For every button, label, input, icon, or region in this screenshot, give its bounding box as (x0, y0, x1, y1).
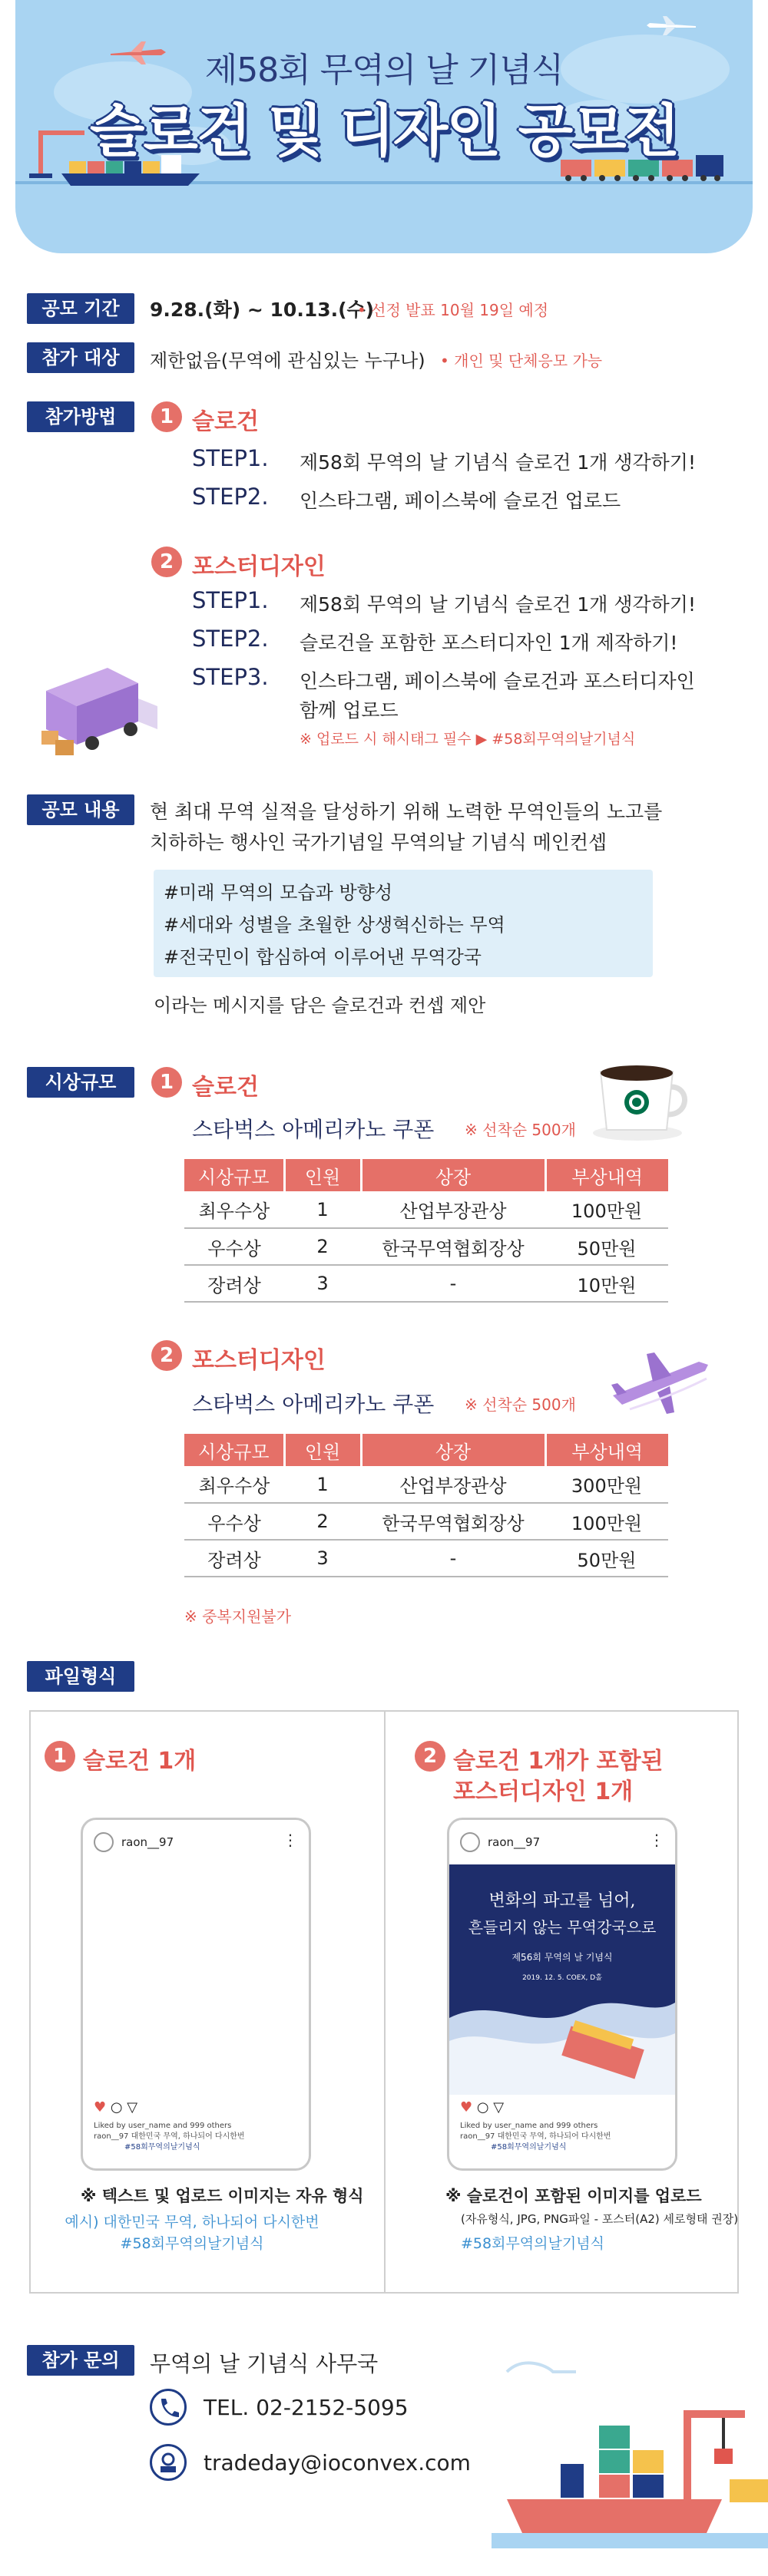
slogan-coupon: 스타벅스 아메리카노 쿠폰 (192, 1113, 434, 1144)
poster-step2: STEP2. (192, 626, 269, 652)
poster-step2-text: 슬로건을 포함한 포스터디자인 1개 제작하기! (300, 632, 678, 654)
column-header: 인원 (284, 1159, 361, 1191)
table-row (184, 1265, 668, 1302)
prize-label: 시상규모 (27, 1067, 134, 1098)
slogan-step1: STEP1. (192, 445, 269, 471)
prize-slogan-title: 슬로건 (192, 1074, 259, 1101)
prize-poster-number-badge: 2 (151, 1340, 182, 1371)
post-caption-text: raon__97 대한민국 무역, 하나되어 다시한번 (94, 2132, 245, 2141)
file-slogan-number-badge: 1 (45, 1741, 75, 1772)
coffee-cup-icon (590, 1059, 690, 1144)
table-row (184, 1503, 668, 1540)
table-cell: 우수상 (184, 1503, 284, 1540)
airplane-illustration (607, 1348, 714, 1417)
prize-slogan-number-badge: 1 (151, 1067, 182, 1098)
table-cell: 2 (284, 1228, 361, 1265)
slogan-number-badge: 1 (151, 401, 182, 432)
hashtag-note: ※ 업로드 시 해시태그 필수 ▶ #58회무역의날기념식 (300, 731, 636, 748)
poster-coupon-note: ※ 선착순 500개 (465, 1395, 576, 1414)
contact-office: 무역의 날 기념식 사무국 (150, 2351, 379, 2376)
poster-slogan-line1: 변화의 파고를 넘어, (488, 1891, 636, 1911)
post-action-icons: ♥ ○ ▽ (94, 2099, 138, 2115)
slogan-coupon-note: ※ 선착순 500개 (465, 1121, 576, 1139)
contact-email[interactable]: tradeday@ioconvex.com (204, 2450, 471, 2475)
table-header-row (184, 1434, 668, 1466)
table-cell: 1 (284, 1466, 361, 1503)
table-cell: 장려상 (184, 1265, 284, 1302)
concept-tag: #전국민이 합심하여 이루어낸 무역강국 (164, 946, 482, 968)
column-header: 시상규모 (184, 1434, 284, 1466)
table-cell: 300만원 (545, 1466, 668, 1503)
table-cell: 최우수상 (184, 1191, 284, 1228)
instagram-poster-mockup (447, 1818, 677, 2171)
poster-slogan-line2: 흔들리지 않는 무역강국으로 (468, 1918, 657, 1937)
period-note: • 선정 발표 10월 19일 예정 (357, 301, 549, 319)
contact-tel[interactable]: TEL. 02-2152-5095 (204, 2395, 409, 2420)
post-hashtag: #58회무역의날기념식 (124, 2143, 200, 2152)
table-cell: 1 (284, 1191, 361, 1228)
target-value: 제한없음(무역에 관심있는 누구나) (150, 350, 425, 372)
content-line2: 치하하는 행사인 국가기념일 무역의날 기념식 메인컨셉 (150, 831, 607, 854)
target-label: 참가 대상 (27, 342, 134, 373)
table-cell: - (361, 1540, 545, 1577)
post-caption (460, 2121, 611, 2153)
column-header: 상장 (361, 1434, 545, 1466)
post-likes: Liked by user_name and 999 others (460, 2122, 598, 2130)
table-row (184, 1228, 668, 1265)
target-note: • 개인 및 단체응모 가능 (440, 352, 603, 370)
poster-prize-table (184, 1434, 668, 1577)
poster-step1: STEP1. (192, 587, 269, 613)
poster-event-date: 2019. 12. 5. COEX, D홀 (522, 1974, 602, 1982)
heart-icon: ♥ (460, 2099, 473, 2115)
left-note-line1: 예시) 대한민국 무역, 하나되어 다시한번 (65, 2214, 319, 2231)
table-cell: 한국무역협회장상 (361, 1503, 545, 1540)
table-row (184, 1540, 668, 1577)
column-header: 시상규모 (184, 1159, 284, 1191)
poster-step3-text: 인스타그램, 페이스북에 슬로건과 포스터디자인 (300, 670, 695, 692)
table-cell: 산업부장관상 (361, 1466, 545, 1503)
file-poster-title-line2: 포스터디자인 1개 (453, 1778, 634, 1805)
content-closing: 이라는 메시지를 담은 슬로건과 컨셉 제안 (154, 995, 486, 1016)
delivery-truck-illustration (38, 660, 161, 760)
file-poster-title-line1: 슬로건 1개가 포함된 (453, 1748, 664, 1775)
table-cell: 3 (284, 1540, 361, 1577)
slogan-step2-text: 인스타그램, 페이스북에 슬로건 업로드 (300, 490, 621, 512)
table-row (184, 1466, 668, 1503)
table-cell: 100만원 (545, 1191, 668, 1228)
duplicate-entry-note: ※ 중복지원불가 (184, 1607, 292, 1626)
column-header: 상장 (361, 1159, 545, 1191)
table-cell: 10만원 (545, 1265, 668, 1302)
poster-number-badge: 2 (151, 547, 182, 577)
airplane-icon (645, 14, 699, 37)
slogan-method-title: 슬로건 (192, 408, 259, 435)
post-likes: Liked by user_name and 999 others (94, 2122, 232, 2130)
file-poster-number-badge: 2 (415, 1741, 445, 1772)
instagram-post-mockup (81, 1818, 311, 2171)
concept-tag: #세대와 성별을 초월한 상생혁신하는 무역 (164, 914, 505, 936)
table-cell: 우수상 (184, 1228, 284, 1265)
table-cell: 한국무역협회장상 (361, 1228, 545, 1265)
post-username: raon__97 (488, 1835, 541, 1849)
port-illustration (492, 2349, 768, 2548)
page-title: 슬로건 및 디자인 공모전 (89, 98, 679, 164)
post-username: raon__97 (121, 1835, 174, 1849)
content-label: 공모 내용 (27, 794, 134, 825)
file-format-divider (384, 1710, 386, 2294)
table-header-row (184, 1159, 668, 1191)
post-caption-text: raon__97 대한민국 무역, 하나되어 다시한번 (460, 2132, 611, 2141)
left-note-line2: #58회무역의날기념식 (120, 2235, 264, 2252)
more-options-icon: ⋮ (649, 1831, 664, 1849)
method-label: 참가방법 (27, 401, 134, 432)
right-note-line1: (자유형식, JPG, PNG파일 - 포스터(A2) 세로형태 권장) (461, 2212, 739, 2226)
post-action-icons: ♥ ○ ▽ (460, 2099, 505, 2115)
poster-event-name: 제56회 무역의 날 기념식 (511, 1952, 613, 1963)
poster-coupon: 스타벅스 아메리카노 쿠폰 (192, 1388, 434, 1418)
table-cell: 3 (284, 1265, 361, 1302)
poster-method-title: 포스터디자인 (192, 553, 326, 580)
table-cell: 산업부장관상 (361, 1191, 545, 1228)
poster-step1-text: 제58회 무역의 날 기념식 슬로건 1개 생각하기! (300, 593, 696, 616)
period-label: 공모 기간 (27, 293, 134, 324)
period-value: 9.28.(화) ~ 10.13.(수) (150, 299, 375, 321)
more-options-icon: ⋮ (283, 1831, 298, 1849)
table-row (184, 1191, 668, 1228)
heart-icon: ♥ (94, 2099, 107, 2115)
right-note-line2: #58회무역의날기념식 (461, 2235, 604, 2252)
post-image-placeholder (83, 1864, 309, 2095)
column-header: 인원 (284, 1434, 361, 1466)
table-cell: 최우수상 (184, 1466, 284, 1503)
poster-step3: STEP3. (192, 664, 269, 690)
table-cell: 50만원 (545, 1228, 668, 1265)
prize-poster-title: 포스터디자인 (192, 1347, 326, 1374)
slogan-prize-table (184, 1159, 668, 1303)
post-hashtag: #58회무역의날기념식 (491, 2143, 567, 2152)
header-banner (0, 0, 768, 261)
table-cell: 50만원 (545, 1540, 668, 1577)
event-subtitle: 제58회 무역의 날 기념식 (204, 51, 564, 90)
column-header: 부상내역 (545, 1159, 668, 1191)
file-slogan-title: 슬로건 1개 (83, 1748, 197, 1775)
poster-image (449, 1864, 675, 2095)
table-cell: 100만원 (545, 1503, 668, 1540)
contact-label: 참가 문의 (27, 2345, 134, 2376)
slogan-step1-text: 제58회 무역의 날 기념식 슬로건 1개 생각하기! (300, 451, 696, 474)
table-cell: - (361, 1265, 545, 1302)
email-icon (150, 2444, 187, 2481)
avatar (460, 1832, 480, 1852)
left-note-title: ※ 텍스트 및 업로드 이미지는 자유 형식 (81, 2187, 364, 2205)
poster-step3-text-line2: 함께 업로드 (300, 699, 399, 722)
concept-tag: #미래 무역의 모습과 방향성 (164, 882, 393, 903)
avatar (94, 1832, 114, 1852)
table-cell: 2 (284, 1503, 361, 1540)
phone-icon (150, 2389, 187, 2426)
column-header: 부상내역 (545, 1434, 668, 1466)
table-cell: 장려상 (184, 1540, 284, 1577)
right-note-title: ※ 슬로건이 포함된 이미지를 업로드 (445, 2187, 702, 2205)
content-line1: 현 최대 무역 실적을 달성하기 위해 노력한 무역인들의 노고를 (150, 801, 663, 823)
slogan-step2: STEP2. (192, 484, 269, 510)
post-caption (94, 2121, 245, 2153)
file-format-label: 파일형식 (27, 1661, 134, 1692)
